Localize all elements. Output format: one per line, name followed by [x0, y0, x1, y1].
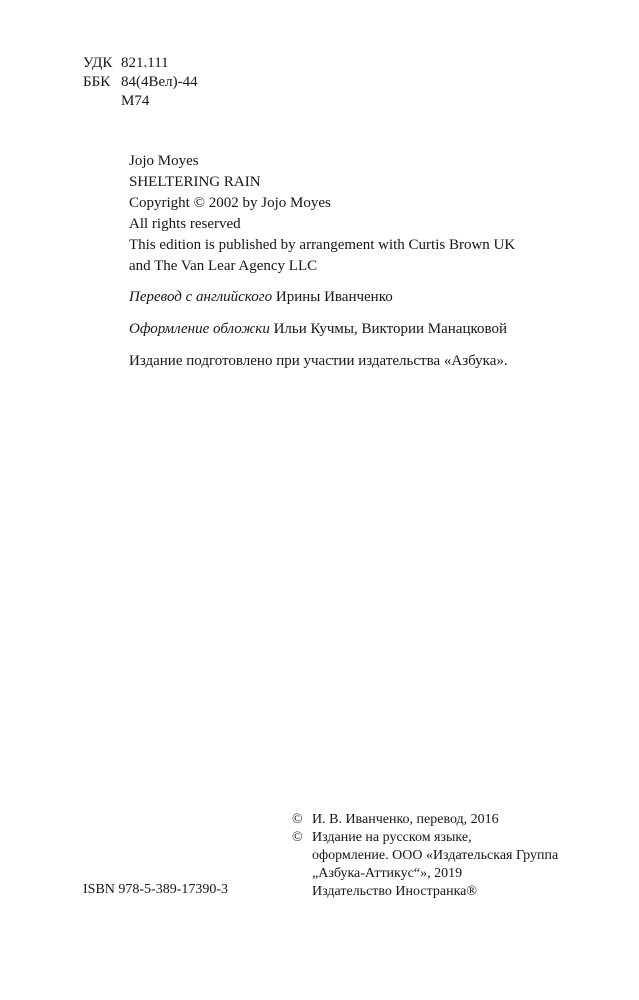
bbk-value: 84(4Вел)-44 [121, 74, 198, 90]
original-title: SHELTERING RAIN [129, 174, 261, 190]
edition-line-1: Издание на русском языке, [312, 830, 472, 845]
original-author: Jojo Moyes [129, 153, 199, 169]
bbk-row [83, 73, 198, 92]
edition-copyright-item [292, 829, 558, 901]
cover-role: Оформление обложки [129, 321, 270, 337]
translator-name: Ирины Иванченко [275, 289, 393, 305]
edition-line-3: „Азбука-Аттикус“», 2019 [312, 866, 463, 881]
bbk-label: ББК [83, 74, 111, 90]
original-copyright-block [129, 151, 515, 277]
udk-row [83, 54, 198, 73]
edition-line-4: Издательство Иностранка® [312, 884, 478, 899]
catalog-block [83, 54, 198, 111]
copyright-symbol: © [292, 812, 303, 827]
arrangement-line-2: and The Van Lear Agency LLC [129, 258, 318, 274]
udk-label: УДК [83, 55, 113, 71]
rights-reserved: All rights reserved [129, 216, 241, 232]
cover-designers: Ильи Кучмы, Виктории Манацковой [273, 321, 508, 337]
cover-credit [129, 319, 508, 339]
bottom-copyright-block [292, 811, 558, 901]
edition-copyright-text [312, 829, 558, 901]
copyright-symbol: © [292, 830, 303, 845]
edition-line-2: оформление. ООО «Издательская Группа [312, 848, 559, 863]
credits-block [129, 287, 508, 383]
author-mark: М74 [121, 93, 150, 109]
udk-value: 821.111 [121, 55, 169, 71]
translation-role: Перевод с английского [129, 289, 273, 305]
translation-credit [129, 287, 508, 307]
prepared-note: Издание подготовлено при участии издательства «Азбука». [129, 353, 508, 369]
isbn: ISBN 978-5-389-17390-3 [83, 882, 229, 897]
translation-copyright-item [292, 811, 558, 829]
original-copyright: Copyright © 2002 by Jojo Moyes [129, 195, 331, 211]
translation-copyright: И. В. Иванченко, перевод, 2016 [312, 812, 499, 827]
arrangement-line-1: This edition is published by arrangement with Curtis Brown UK [129, 237, 516, 253]
